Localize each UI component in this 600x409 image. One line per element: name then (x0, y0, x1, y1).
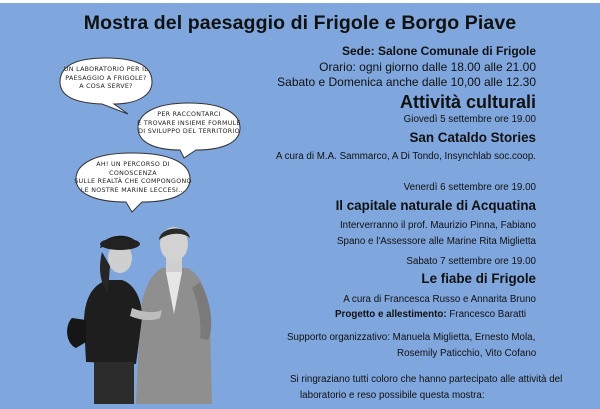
speech-bubble: UN LABORATORIO PER IL PAESAGGIO A FRIGOLE? A COSA SERVE? (58, 56, 154, 116)
event-title: Le fiabe di Frigole (421, 271, 536, 286)
credits-value: Francesco Baratti (449, 309, 527, 320)
event-detail: A cura di Francesca Russo e Annarita Bruno (343, 294, 536, 305)
speech-bubble: AH! UN PERCORSO DI CONOSCENZA SULLE REALTÀ CHE COMPONGONO LE NOSTRE MARINE LECCESI... (74, 150, 192, 214)
speech-bubble: PER RACCONTARCI E TROVARE INSIEME FORMULE DI SVILUPPO DEL TERRITORIO (136, 100, 242, 160)
hours-line: Orario: ogni giorno dalle 18.00 alle 21.00 (319, 60, 536, 74)
thanks-line: Si ringraziano tutti coloro che hanno partecipato alle attività del (290, 374, 563, 385)
page-title: Mostra del paesaggio di Frigole e Borgo Piave (83, 12, 517, 34)
support-names-continued: Rosemily Paticchio, Vito Cofano (397, 348, 537, 359)
credits-line (335, 309, 526, 320)
event-detail: Spano e l'Assessore alle Marine Rita Miglietta (337, 236, 536, 247)
event-date: Sabato 7 settembre ore 19.00 (406, 256, 536, 267)
event-title: Il capitale naturale di Acquatina (335, 198, 536, 213)
top-divider (0, 0, 600, 3)
support-names: Manuela Miglietta, Ernesto Mola, (392, 332, 536, 343)
event-date: Venerdì 6 settembre ore 19.00 (403, 182, 536, 193)
support-line (287, 332, 535, 343)
thanks-line: laboratorio e reso possibile questa mostra: (300, 390, 485, 401)
activities-heading: Attività culturali (399, 92, 536, 112)
venue-line: Sede: Salone Comunale di Frigole (341, 44, 536, 58)
event-detail: Interverranno il prof. Maurizio Pinna, Fabiano (339, 220, 536, 231)
weekend-hours-line: Sabato e Domenica anche dalle 10,00 alle 12.30 (277, 75, 536, 89)
event-date: Giovedì 5 settembre ore 19.00 (403, 114, 536, 125)
credits-label: Progetto e allestimento: (335, 309, 447, 320)
event-detail: A cura di M.A. Sammarco, A Di Tondo, Insynchlab soc.coop. (275, 151, 536, 162)
support-label: Supporto organizzativo: (287, 332, 390, 343)
people-photo (62, 222, 232, 404)
event-title: San Cataldo Stories (409, 130, 536, 145)
